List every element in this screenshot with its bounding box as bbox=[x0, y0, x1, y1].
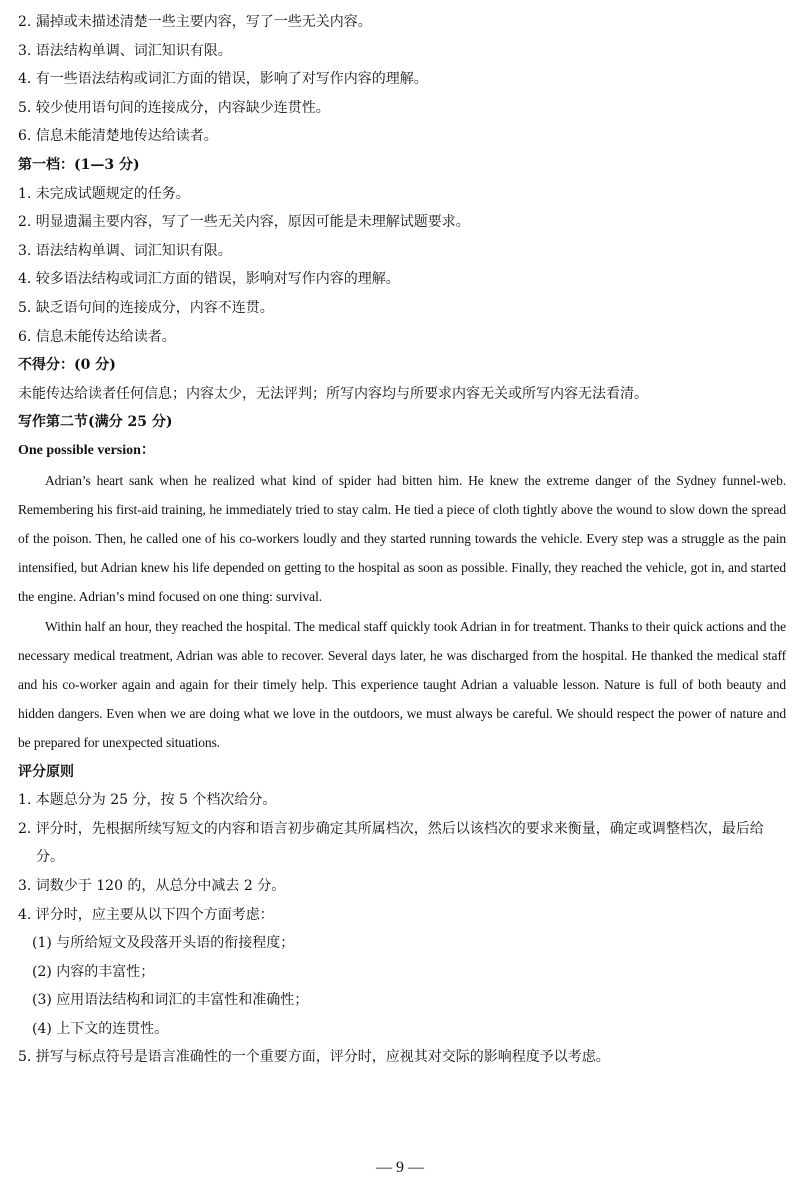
list-item: 6. 信息未能传达给读者。 bbox=[18, 328, 176, 345]
sub-item: (2) 内容的丰富性； bbox=[32, 963, 155, 980]
page-number: — 9 — bbox=[376, 1159, 424, 1176]
version-heading: One possible version： bbox=[18, 442, 155, 458]
essay-paragraph: Within half an hour, they reached the hospital. The medical staff quickly took Adrian in for treatment. Thanks to their quick actions and the necessary medical treatment, Adrian was able to recover. Several days later, he was discharged from the hospital. He thanked the medical staff and his co-worker again and again for their timely help. This experience taught Adrian a valuable lesson. Nature is full of both beauty and hidden dangers. Even when we are doing what we love in the outdoors, we must always be careful. We should respect the power of nature and be prepared for unexpected situations. bbox=[18, 618, 786, 751]
list-item bbox=[18, 815, 786, 872]
sub-item: (3) 应用语法结构和词汇的丰富性和准确性； bbox=[32, 992, 309, 1009]
sub-item: (4) 上下文的连贯性。 bbox=[32, 1020, 169, 1037]
list-item: 5. 较少使用语句间的连接成分，内容缺少连贯性。 bbox=[18, 99, 330, 116]
principles-heading: 评分原则 bbox=[18, 763, 74, 780]
section2-heading: 写作第二节(满分 25 分) bbox=[18, 414, 173, 431]
list-item: 5. 拼写与标点符号是语言准确性的一个重要方面，评分时，应视其对交际的影响程度予以考虑。 bbox=[18, 1049, 610, 1066]
list-item: 1. 本题总分为 25 分，按 5 个档次给分。 bbox=[18, 792, 277, 809]
scoring-principles bbox=[18, 758, 786, 1073]
list-item: 6. 信息未能清楚地传达给读者。 bbox=[18, 128, 218, 145]
level1-section bbox=[18, 151, 786, 351]
model-essay bbox=[18, 466, 786, 758]
list-item: 4. 评分时，应主要从以下四个方面考虑： bbox=[18, 906, 274, 923]
list-item: 5. 缺乏语句间的连接成分，内容不连贯。 bbox=[18, 299, 274, 316]
zero-score-text: 未能传达给读者任何信息；内容太少，无法评判；所写内容均与所要求内容无关或所写内容无法看清。 bbox=[18, 385, 648, 402]
list-item: 1. 未完成试题规定的任务。 bbox=[18, 185, 190, 202]
list-item: 3. 词数少于 120 的，从总分中减去 2 分。 bbox=[18, 877, 286, 894]
list-item-text: 2. 评分时，先根据所续写短文的内容和语言初步确定其所属档次，然后以该档次的要求来衡量，确定或调整档次，最后给分。 bbox=[18, 820, 764, 866]
list-item: 4. 较多语法结构或词汇方面的错误，影响对写作内容的理解。 bbox=[18, 271, 400, 288]
list-item: 2. 明显遗漏主要内容，写了一些无关内容，原因可能是未理解试题要求。 bbox=[18, 214, 470, 231]
essay-paragraph: Adrian’s heart sank when he realized what kind of spider had bitten him. He knew the extreme danger of the Sydney funnel-web. Remembering his first-aid training, he immediately tried to stay calm. He tied a piece of cloth tightly above the wound to slow down the spread of the poison. Then, he called one of his co-workers loudly and they started running towards the vehicle. Every step was a struggle as the pain intensified, but Adrian knew his life depended on getting to the hospital as soon as possible. Finally, they reached the vehicle, got in, and started the engine. Adrian’s mind focused on one thing: survival. bbox=[18, 472, 786, 605]
zero-score-section bbox=[18, 351, 786, 408]
list-item: 3. 语法结构单调、词汇知识有限。 bbox=[18, 42, 232, 59]
zero-score-heading: 不得分：(0 分) bbox=[18, 357, 116, 374]
level1-heading: 第一档：(1—3 分) bbox=[18, 156, 140, 173]
list-item: 3. 语法结构单调、词汇知识有限。 bbox=[18, 242, 232, 259]
level2-criteria-list bbox=[18, 8, 786, 151]
list-item: 2. 漏掉或未描述清楚一些主要内容，写了一些无关内容。 bbox=[18, 14, 372, 30]
sub-item: (1) 与所给短文及段落开头语的衔接程度； bbox=[32, 935, 295, 952]
list-item: 4. 有一些语法结构或词汇方面的错误，影响了对写作内容的理解。 bbox=[18, 71, 428, 88]
